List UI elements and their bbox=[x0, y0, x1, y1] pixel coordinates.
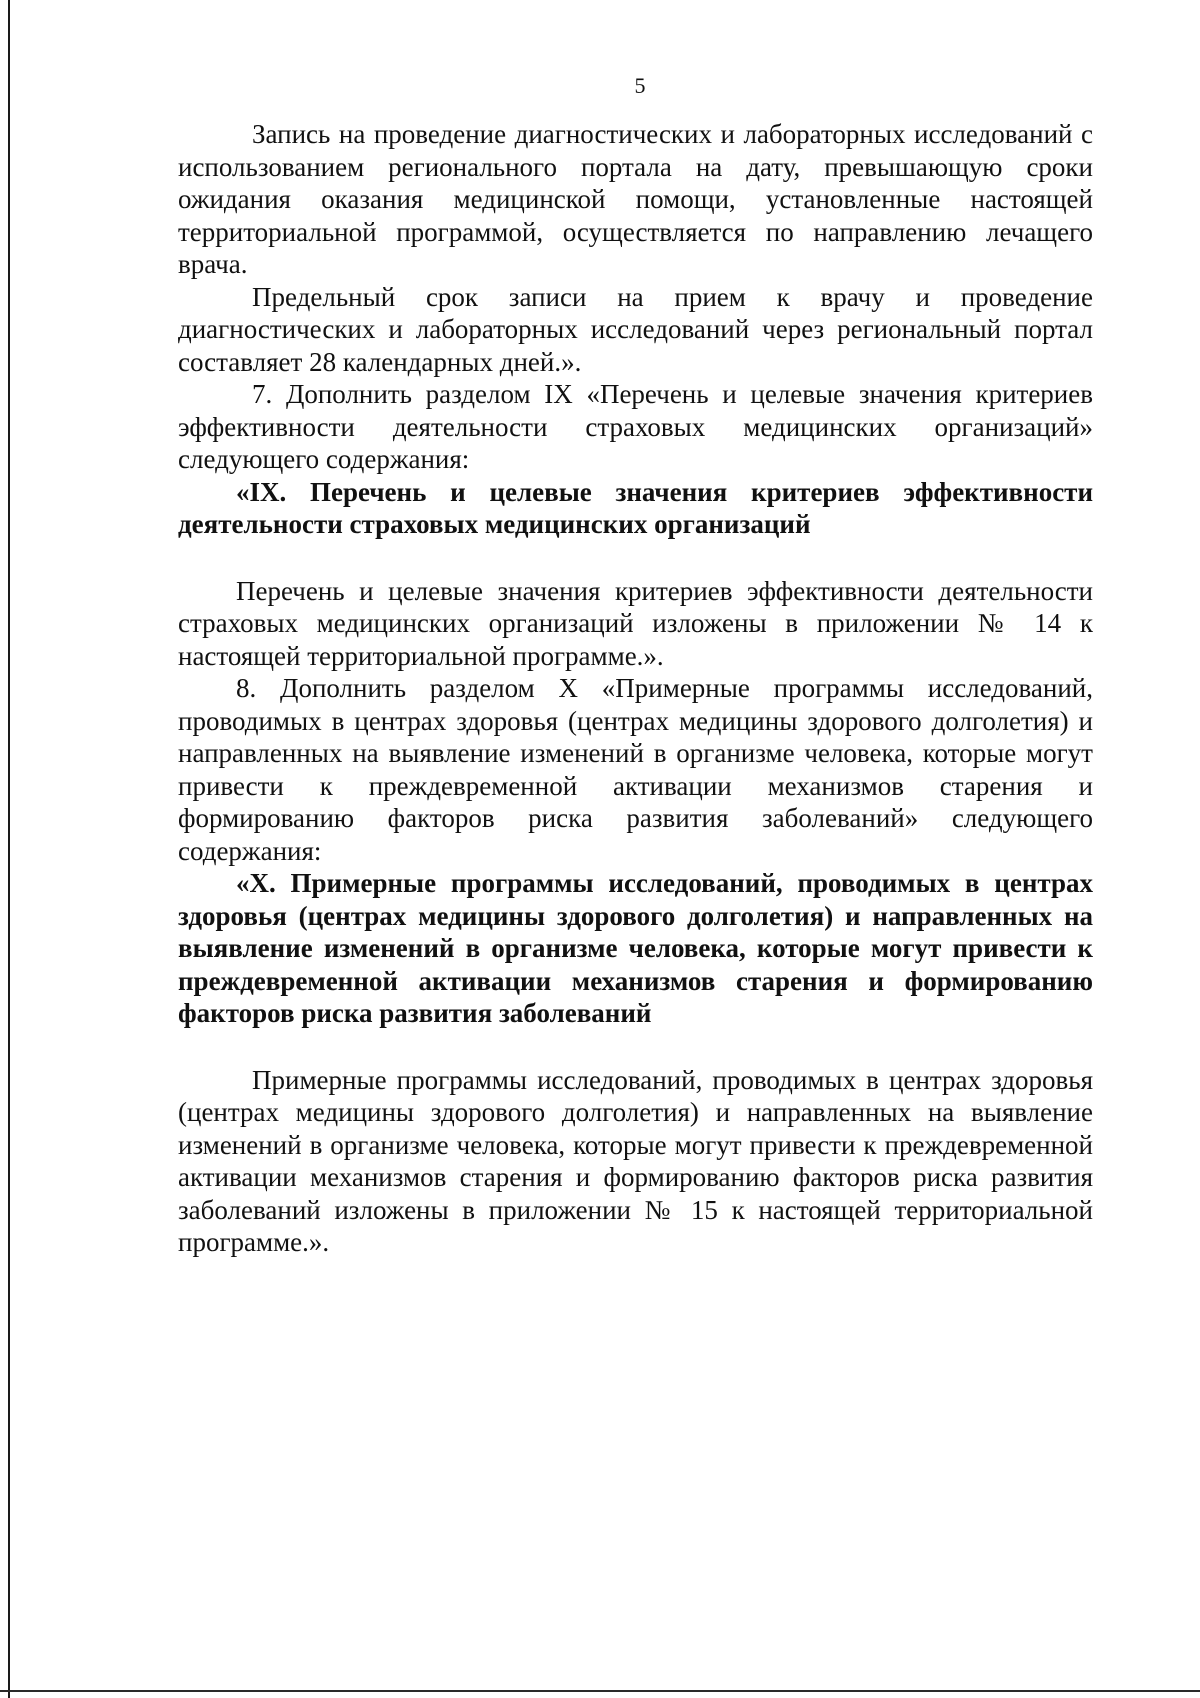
section-heading-x: «X. Примерные программы исследований, проводимых в центрах здоровья (центрах медицины здорового долголетия) и направленных на выявление изменений в организме человека, которые могут привести к преждевременной активации механизмов старения и формированию факторов риска развития заболеваний bbox=[178, 868, 1093, 1028]
paragraph-section-ix-body: Перечень и целевые значения критериев эффективности деятельности страховых медицинских организаций изложены в приложении № 14 к настоящей территориальной программе.». bbox=[178, 575, 1093, 671]
document-body bbox=[178, 118, 1093, 1259]
page-number: 5 bbox=[634, 73, 646, 98]
paragraph-appointment-deadline: Предельный срок записи на прием к врачу и проведение диагностических и лабораторных исследований через региональный портал составляет 28 календарных дней.». bbox=[178, 281, 1093, 377]
scan-edge-bottom bbox=[0, 1690, 1200, 1692]
spacer bbox=[178, 1030, 1093, 1064]
paragraph-appointment-referral: Запись на проведение диагностических и лабораторных исследований с использованием регионального портала на дату, превышающую сроки ожидания оказания медицинской помощи, установленные настоящей территориальной программой, осуществляется по направлению лечащего врача. bbox=[178, 119, 1093, 279]
section-heading-ix: «IX. Перечень и целевые значения критериев эффективности деятельности страховых медицинских организаций bbox=[178, 476, 1093, 539]
paragraph-amendment-7: 7. Дополнить разделом IX «Перечень и целевые значения критериев эффективности деятельности страховых медицинских организаций» следующего содержания: bbox=[178, 379, 1093, 474]
spacer bbox=[178, 541, 1093, 575]
paragraph-amendment-8: 8. Дополнить разделом X «Примерные программы исследований, проводимых в центрах здоровья (центрах медицины здорового долголетия) и направленных на выявление изменений в организме человека, которые могут привести к преждевременной активации механизмов старения и формированию факторов риска развития заболеваний» следующего содержания: bbox=[178, 673, 1093, 866]
paragraph-section-x-body: Примерные программы исследований, проводимых в центрах здоровья (центрах медицины здорового долголетия) и направленных на выявление изменений в организме человека, которые могут привести к преждевременной активации механизмов старения и формированию факторов риска развития заболеваний изложены в приложении № 15 к настоящей территориальной программе.». bbox=[178, 1064, 1093, 1257]
scan-edge-left bbox=[8, 0, 10, 1698]
